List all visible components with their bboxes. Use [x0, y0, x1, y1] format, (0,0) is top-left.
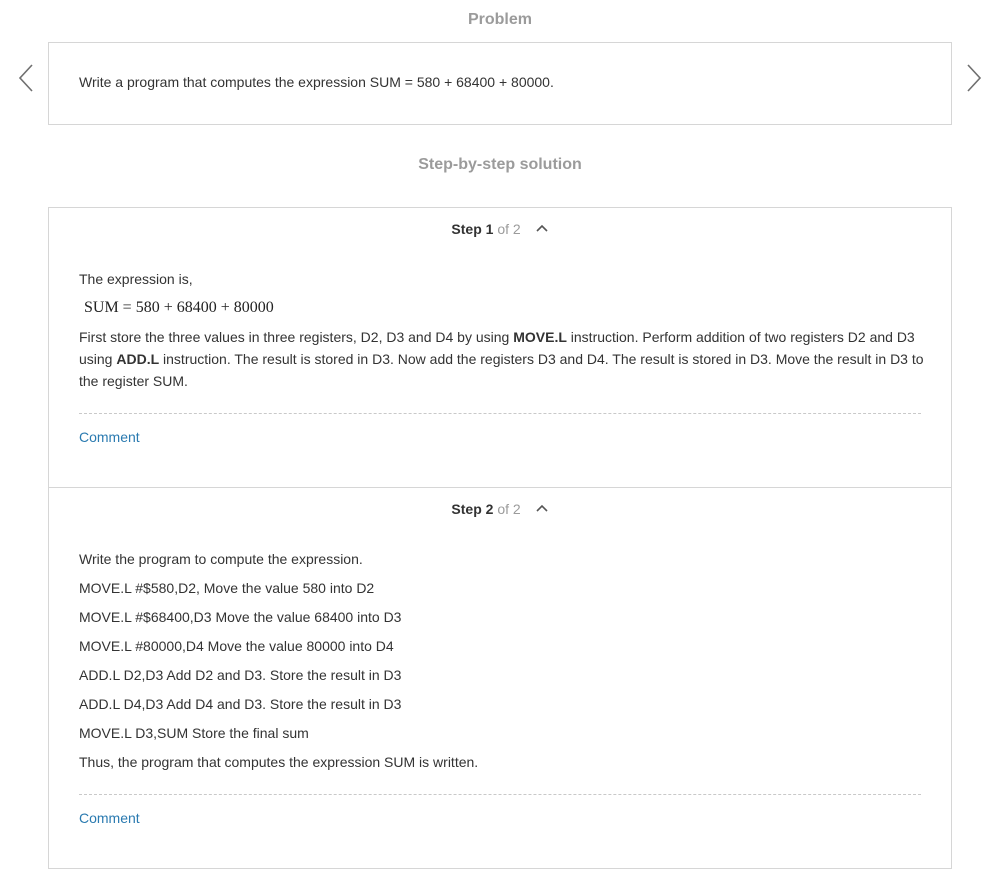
- next-button[interactable]: [963, 62, 985, 96]
- code-line: ADD.L D2,D3 Add D2 and D3. Store the result in D3: [79, 667, 402, 683]
- step-number: 1: [485, 221, 494, 237]
- explanation-text: instruction. Perform addition of two registers D2 and D3 using: [79, 329, 915, 367]
- code-line: ADD.L D4,D3 Add D4 and D3. Store the result in D3: [79, 696, 402, 712]
- step-2-header[interactable]: [49, 501, 951, 518]
- step-2-conclusion: Thus, the program that computes the expression SUM is written.: [79, 754, 479, 770]
- chevron-right-icon: [963, 62, 985, 96]
- prev-button[interactable]: [15, 62, 37, 96]
- code-line: MOVE.L #$68400,D3 Move the value 68400 into D3: [79, 609, 402, 625]
- step-number: 2: [485, 501, 494, 517]
- instruction-move: MOVE.L: [513, 329, 567, 345]
- step-of-total: of 2: [497, 221, 521, 237]
- step-1-intro: The expression is,: [79, 271, 193, 287]
- divider: [79, 413, 921, 414]
- code-line: MOVE.L #80000,D4 Move the value 80000 into D4: [79, 638, 394, 654]
- step-1-explanation: [79, 326, 924, 392]
- step-2: [49, 488, 951, 868]
- chevron-up-icon[interactable]: [535, 500, 549, 516]
- code-line: MOVE.L #$580,D2, Move the value 580 into D2: [79, 580, 375, 596]
- step-1-header[interactable]: [49, 221, 951, 238]
- problem-card: [48, 42, 952, 125]
- step-label: Step: [451, 501, 482, 517]
- comment-link[interactable]: Comment: [79, 810, 140, 826]
- explanation-text: First store the three values in three registers, D2, D3 and D4 by using: [79, 329, 514, 345]
- problem-title: Problem: [467, 11, 532, 28]
- step-label: Step: [451, 221, 482, 237]
- step-2-line: Write the program to compute the expression.: [79, 551, 363, 567]
- step-1: [49, 208, 951, 488]
- comment-link[interactable]: Comment: [79, 429, 140, 445]
- chevron-left-icon: [15, 62, 37, 96]
- code-line: MOVE.L D3,SUM Store the final sum: [79, 725, 309, 741]
- solution-steps: [48, 207, 952, 869]
- solution-title: Step-by-step solution: [418, 156, 582, 173]
- problem-statement: Write a program that computes the expression SUM = 580 + 68400 + 80000.: [79, 74, 554, 90]
- step-1-equation: SUM = 580 + 68400 + 80000: [84, 299, 274, 316]
- explanation-text: instruction. The result is stored in D3. Now add the registers D3 and D4. The result is stored in D3. Move the result in D3 to the register SUM.: [79, 351, 924, 389]
- instruction-add: ADD.L: [116, 351, 160, 367]
- divider: [79, 794, 921, 795]
- step-of-total: of 2: [497, 501, 521, 517]
- chevron-up-icon[interactable]: [535, 220, 549, 236]
